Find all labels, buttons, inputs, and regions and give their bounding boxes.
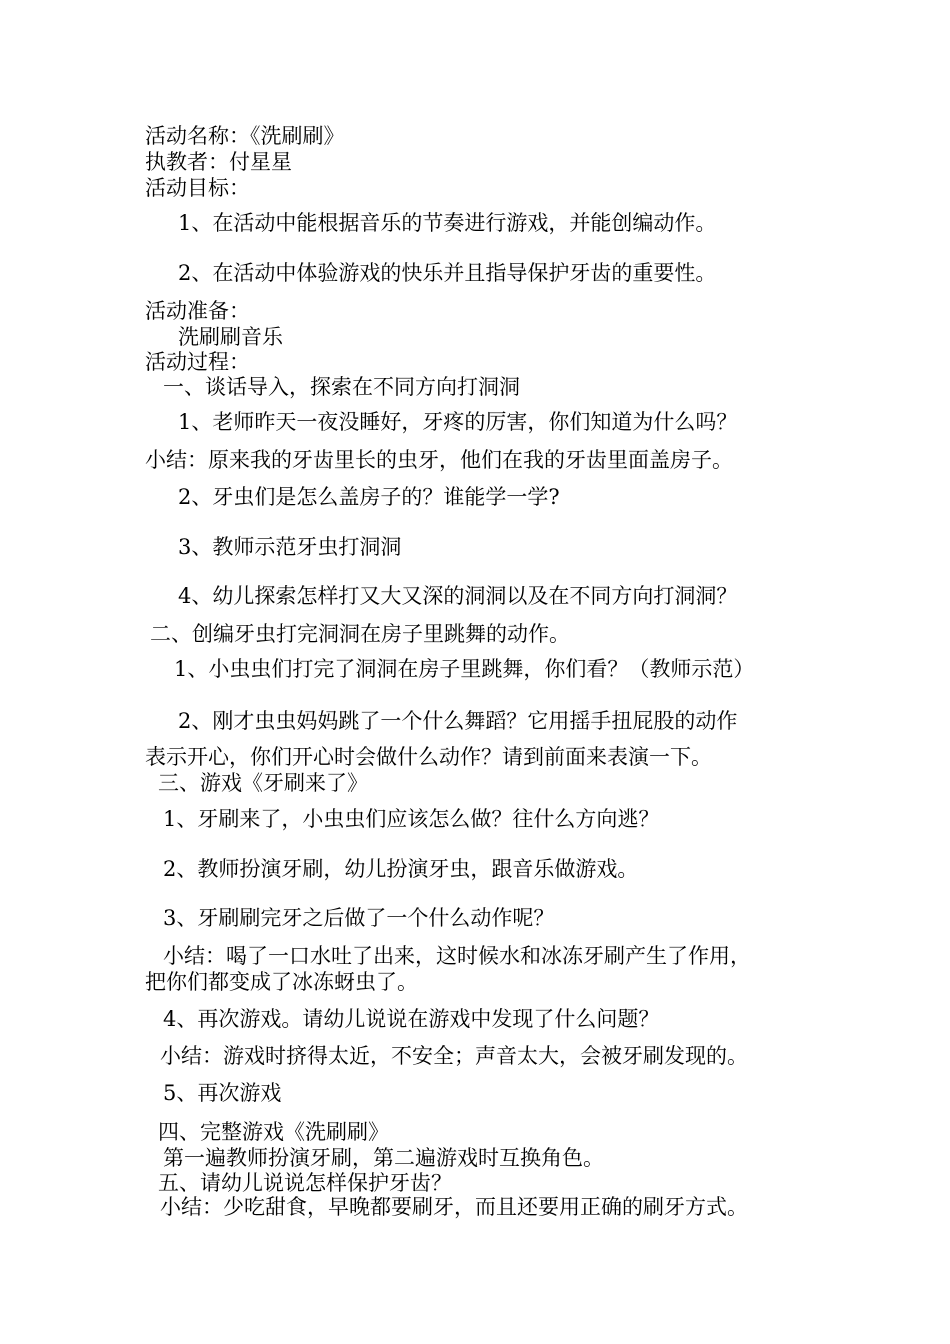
section-3-item-5: 5、再次游戏 — [163, 1081, 282, 1105]
section-2-heading: 二、创编牙虫打完洞洞在房子里跳舞的动作。 — [150, 622, 570, 646]
section-1-item-1: 1、老师昨天一夜没睡好，牙疼的厉害，你们知道为什么吗？ — [178, 410, 738, 434]
section-3-item-1: 1、牙刷来了，小虫虫们应该怎么做？往什么方向逃？ — [163, 807, 660, 831]
section-3-summary-2: 小结：游戏时挤得太近，不安全；声音太大，会被牙刷发现的。 — [160, 1044, 748, 1068]
section-4-text: 第一遍教师扮演牙刷，第二遍游戏时互换角色。 — [163, 1146, 604, 1170]
section-3-summary-line-2: 把你们都变成了冰冻蚜虫了。 — [145, 970, 418, 994]
section-1-item-2: 2、牙虫们是怎么盖房子的？谁能学一学? — [178, 485, 560, 509]
goals-heading: 活动目标： — [145, 176, 250, 200]
process-heading: 活动过程： — [145, 350, 250, 374]
goal-item-2: 2、在活动中体验游戏的快乐并且指导保护牙齿的重要性。 — [178, 261, 717, 285]
teacher-line: 执教者：付星星 — [145, 150, 292, 174]
section-3-item-3: 3、牙刷刷完牙之后做了一个什么动作呢？ — [163, 906, 555, 930]
section-3-item-4: 4、再次游戏。请幼儿说说在游戏中发现了什么问题？ — [163, 1007, 660, 1031]
section-5-heading: 五、请幼儿说说怎样保护牙齿？ — [158, 1171, 452, 1195]
section-2-item-2-line-2: 表示开心，你们开心时会做什么动作？请到前面来表演一下。 — [145, 745, 712, 769]
section-4-heading: 四、完整游戏《洗刷刷》 — [158, 1120, 389, 1144]
section-3-heading: 三、游戏《牙刷来了》 — [158, 771, 368, 795]
prep-item: 洗刷刷音乐 — [178, 325, 283, 349]
goal-item-1: 1、在活动中能根据音乐的节奏进行游戏，并能创编动作。 — [178, 211, 717, 235]
section-1-summary: 小结：原来我的牙齿里长的虫牙，他们在我的牙齿里面盖房子。 — [145, 448, 733, 472]
section-1-heading: 一、谈话导入，探索在不同方向打洞洞 — [163, 375, 520, 399]
section-1-item-4: 4、幼儿探索怎样打又大又深的洞洞以及在不同方向打洞洞？ — [178, 584, 738, 608]
section-3-summary-line-1: 小结：喝了一口水吐了出来，这时候水和冰冻牙刷产生了作用， — [163, 944, 751, 968]
prep-heading: 活动准备： — [145, 299, 250, 323]
section-3-item-2: 2、教师扮演牙刷，幼儿扮演牙虫，跟音乐做游戏。 — [163, 857, 639, 881]
activity-name: 活动名称：《洗刷刷》 — [145, 124, 345, 148]
section-2-item-1: 1、小虫虫们打完了洞洞在房子里跳舞，你们看？（教师示范） — [174, 657, 755, 681]
section-2-item-2-line-1: 2、刚才虫虫妈妈跳了一个什么舞蹈？它用摇手扭屁股的动作 — [178, 709, 738, 733]
section-1-item-3: 3、教师示范牙虫打洞洞 — [178, 535, 402, 559]
section-5-summary: 小结：少吃甜食，早晚都要刷牙，而且还要用正确的刷牙方式。 — [160, 1195, 748, 1219]
